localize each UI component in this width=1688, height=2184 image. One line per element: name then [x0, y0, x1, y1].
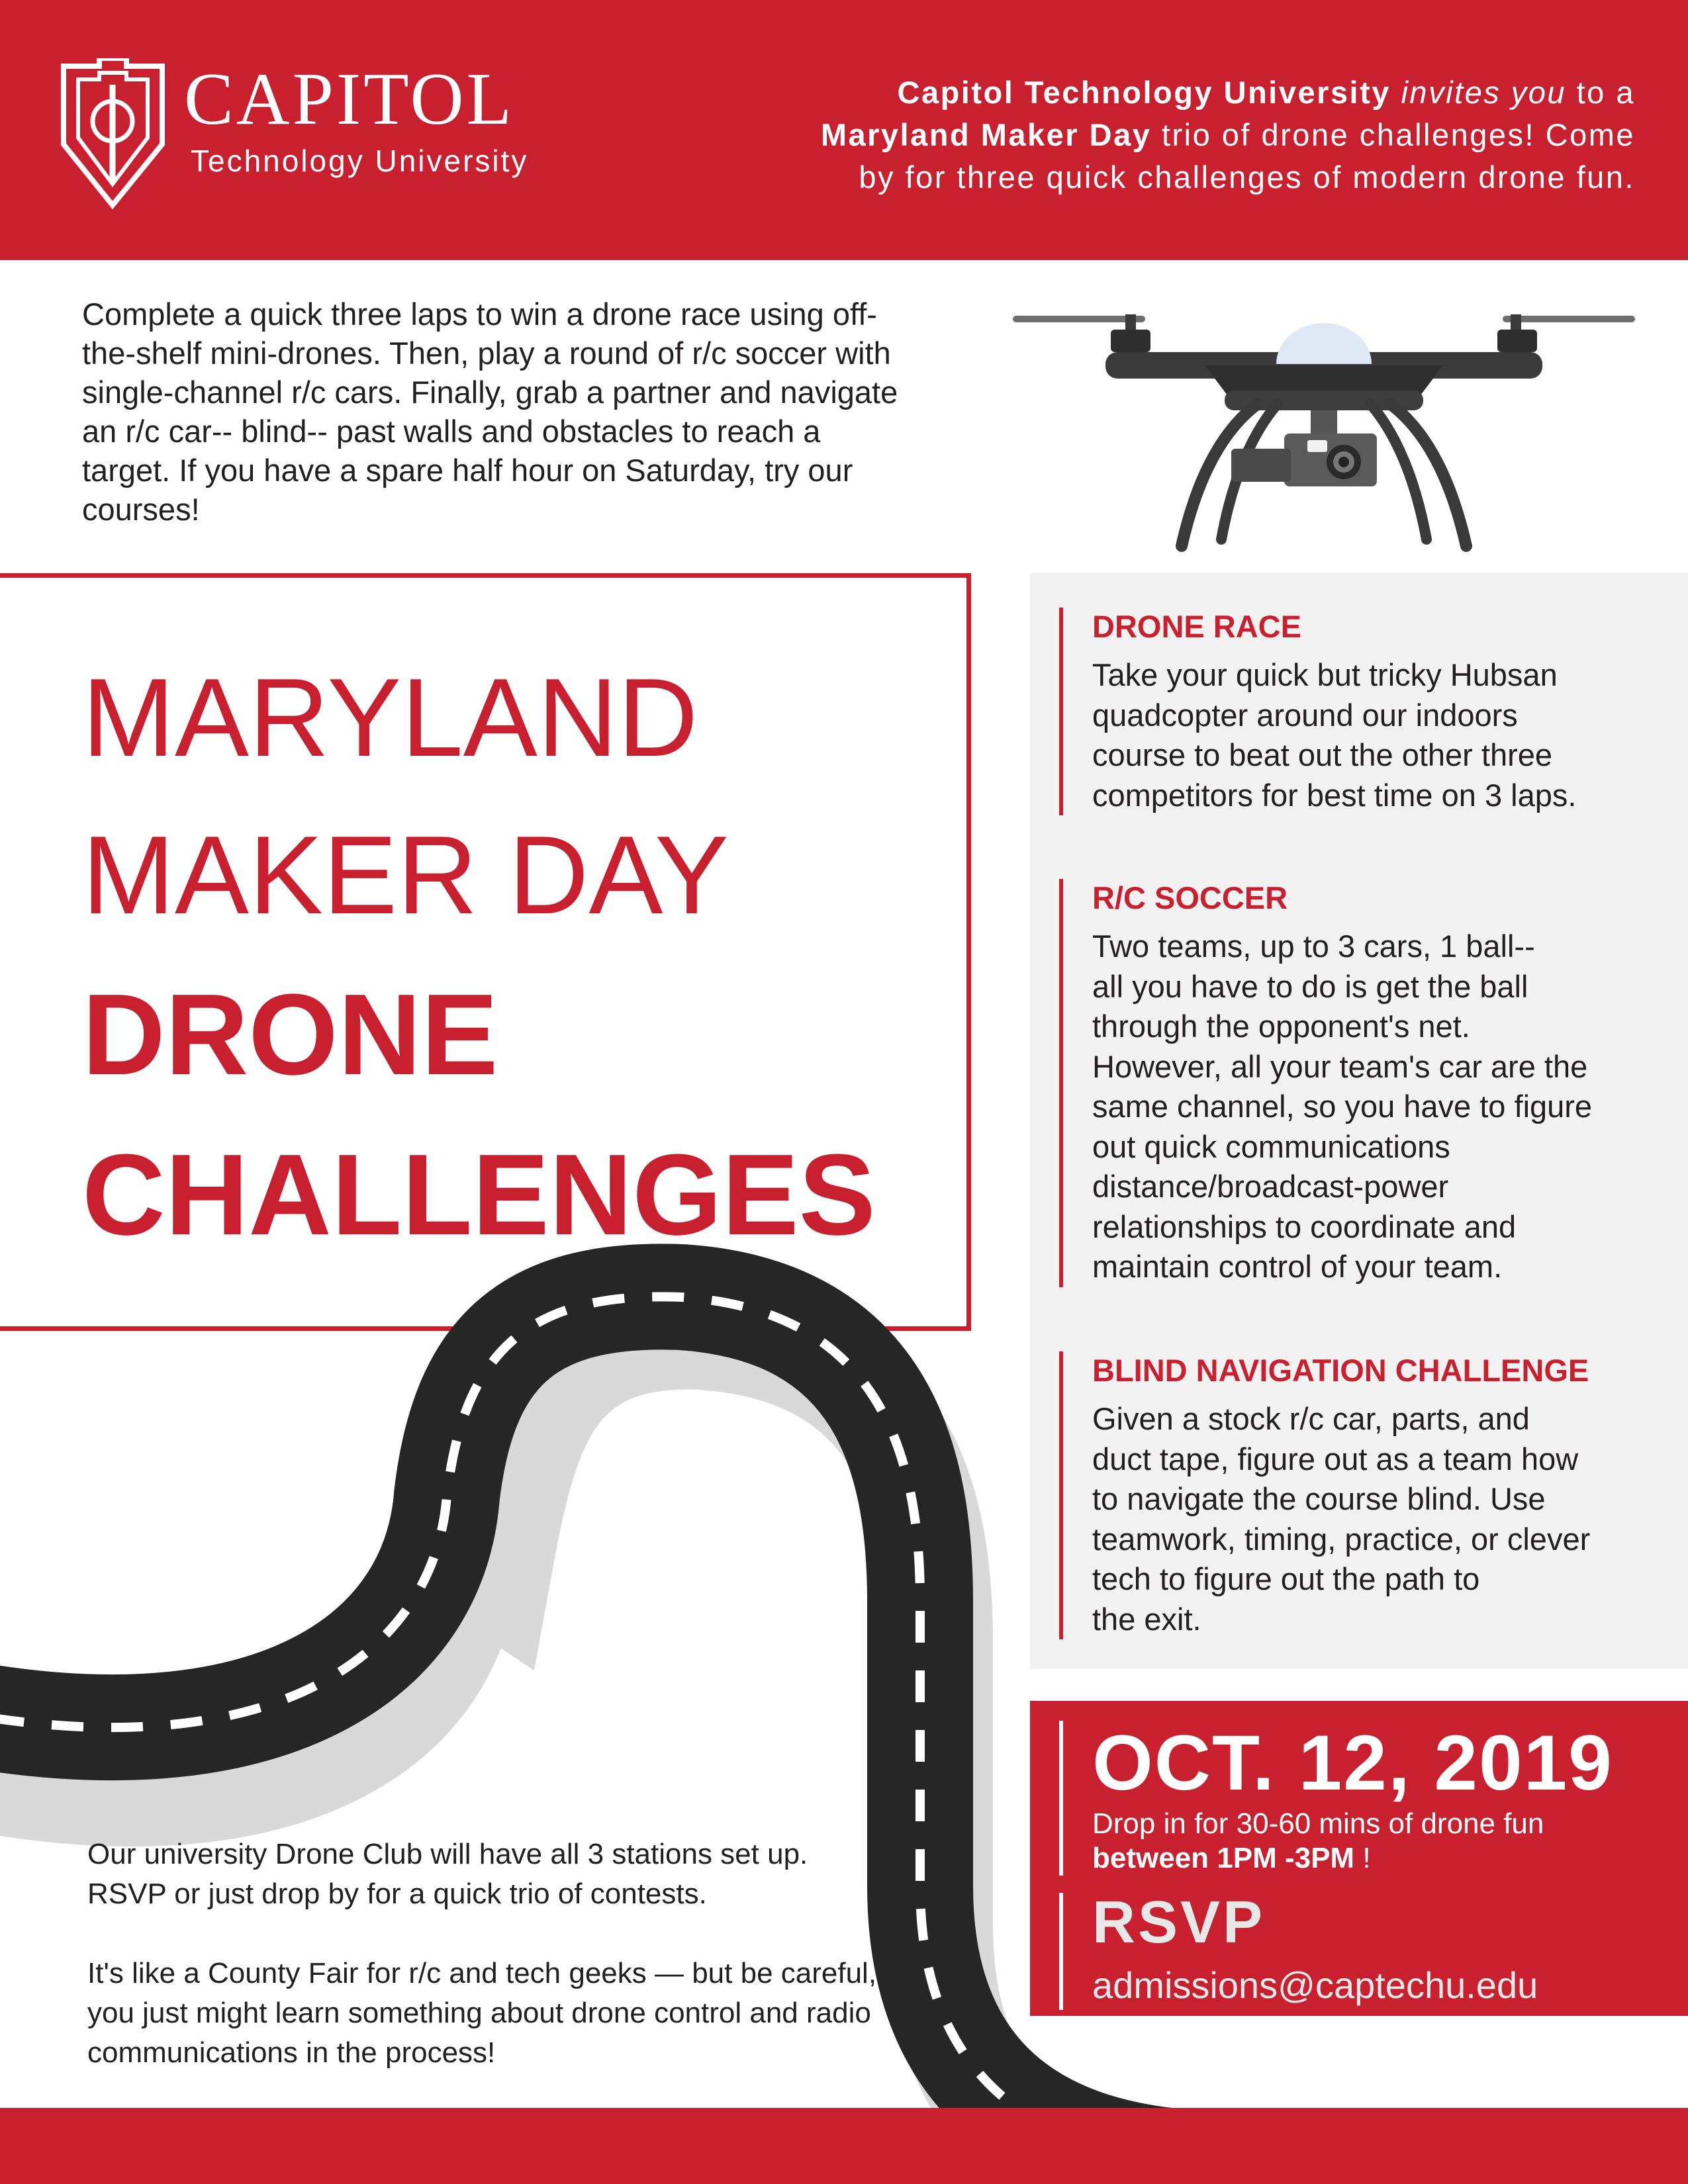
rsvp-email-link[interactable]: admissions@captechu.edu [1092, 1964, 1538, 2006]
description-line: same channel, so you have to figure [1092, 1089, 1593, 1124]
invite-line3: by for three quick challenges of modern drone fun. [859, 159, 1635, 195]
challenge-title: DRONE RACE [1092, 609, 1301, 644]
description-line: quadcopter around our indoors [1092, 697, 1518, 733]
title-line-drone: DRONE [82, 970, 498, 1099]
challenge-rc-soccer [1059, 879, 1592, 1287]
title-line-maryland: MARYLAND [82, 655, 698, 780]
invite-invites: invites you [1401, 75, 1567, 110]
challenge-drone-race [1059, 608, 1576, 815]
challenge-title: R/C SOCCER [1092, 880, 1288, 915]
event-time-line [1092, 1841, 1613, 1876]
challenge-description [1092, 655, 1576, 815]
event-date-block [1059, 1721, 1613, 1876]
description-line: all you have to do is get the ball [1092, 968, 1528, 1004]
outro-text [87, 1835, 882, 2073]
rsvp-block [1059, 1889, 1538, 2010]
description-line: out quick communications [1092, 1128, 1450, 1164]
event-date: OCT. 12, 2019 [1092, 1719, 1613, 1807]
footer-bar [0, 2108, 1688, 2184]
invite-event: Maryland Maker Day [820, 117, 1152, 152]
event-time-suffix: ! [1354, 1841, 1371, 1874]
description-line: Two teams, up to 3 cars, 1 ball-- [1092, 929, 1535, 964]
description-line: the exit. [1092, 1601, 1201, 1637]
title-line-challenges: CHALLENGES [82, 1130, 876, 1259]
description-line: course to beat out the other three [1092, 737, 1553, 772]
description-line: However, all your team's car are the [1092, 1048, 1588, 1084]
invite-to-a: to a [1566, 75, 1635, 110]
logo-wordmark: CAPITOL [184, 58, 514, 140]
rsvp-label: RSVP [1092, 1889, 1266, 1956]
challenge-blind-navigation [1059, 1351, 1590, 1639]
description-line: through the opponent's net. [1092, 1009, 1470, 1044]
challenge-description [1092, 927, 1592, 1287]
description-line: relationships to coordinate and [1092, 1208, 1517, 1244]
invite-org: Capitol Technology University [897, 75, 1391, 110]
logo-subtitle: Technology University [191, 144, 529, 178]
description-line: Take your quick but tricky Hubsan [1092, 657, 1558, 692]
description-line: tech to figure out the path to [1092, 1561, 1480, 1596]
description-line: Given a stock r/c car, parts, and [1092, 1401, 1530, 1436]
challenge-title: BLIND NAVIGATION CHALLENGE [1092, 1353, 1589, 1388]
outro-paragraph-2: It's like a County Fair for r/c and tech geeks — but be careful, you just might learn something about drone control and radio communications in the process! [87, 1957, 877, 2069]
description-line: maintain control of your team. [1092, 1249, 1503, 1284]
description-line: duct tape, figure out as a team how [1092, 1441, 1579, 1477]
challenge-description [1092, 1399, 1590, 1639]
intro-paragraph: Complete a quick three laps to win a drone race using off-the-shelf mini-drones. Then, play a round of r/c soccer with single-channel r/c cars. Finally, grab a partner and navigate an r/c car-- blind-- past walls and obstacles to reach a target. If you have a spare half hour on Saturday, try our courses! [82, 296, 898, 527]
event-time: between 1PM -3PM [1092, 1841, 1355, 1874]
outro-paragraph-1: Our university Drone Club will have all 3 stations set up. RSVP or just drop by for a quick trio of contests. [87, 1838, 808, 1910]
event-drop-in: Drop in for 30-60 mins of drone fun [1092, 1807, 1544, 1840]
title-line-maker-day: MAKER DAY [82, 813, 729, 937]
description-line: teamwork, timing, practice, or clever [1092, 1521, 1591, 1557]
description-line: to navigate the course blind. Use [1092, 1481, 1546, 1516]
invite-line2-rest: trio of drone challenges! Come [1151, 117, 1635, 152]
description-line: competitors for best time on 3 laps. [1092, 777, 1577, 813]
description-line: distance/broadcast-power [1092, 1169, 1449, 1204]
